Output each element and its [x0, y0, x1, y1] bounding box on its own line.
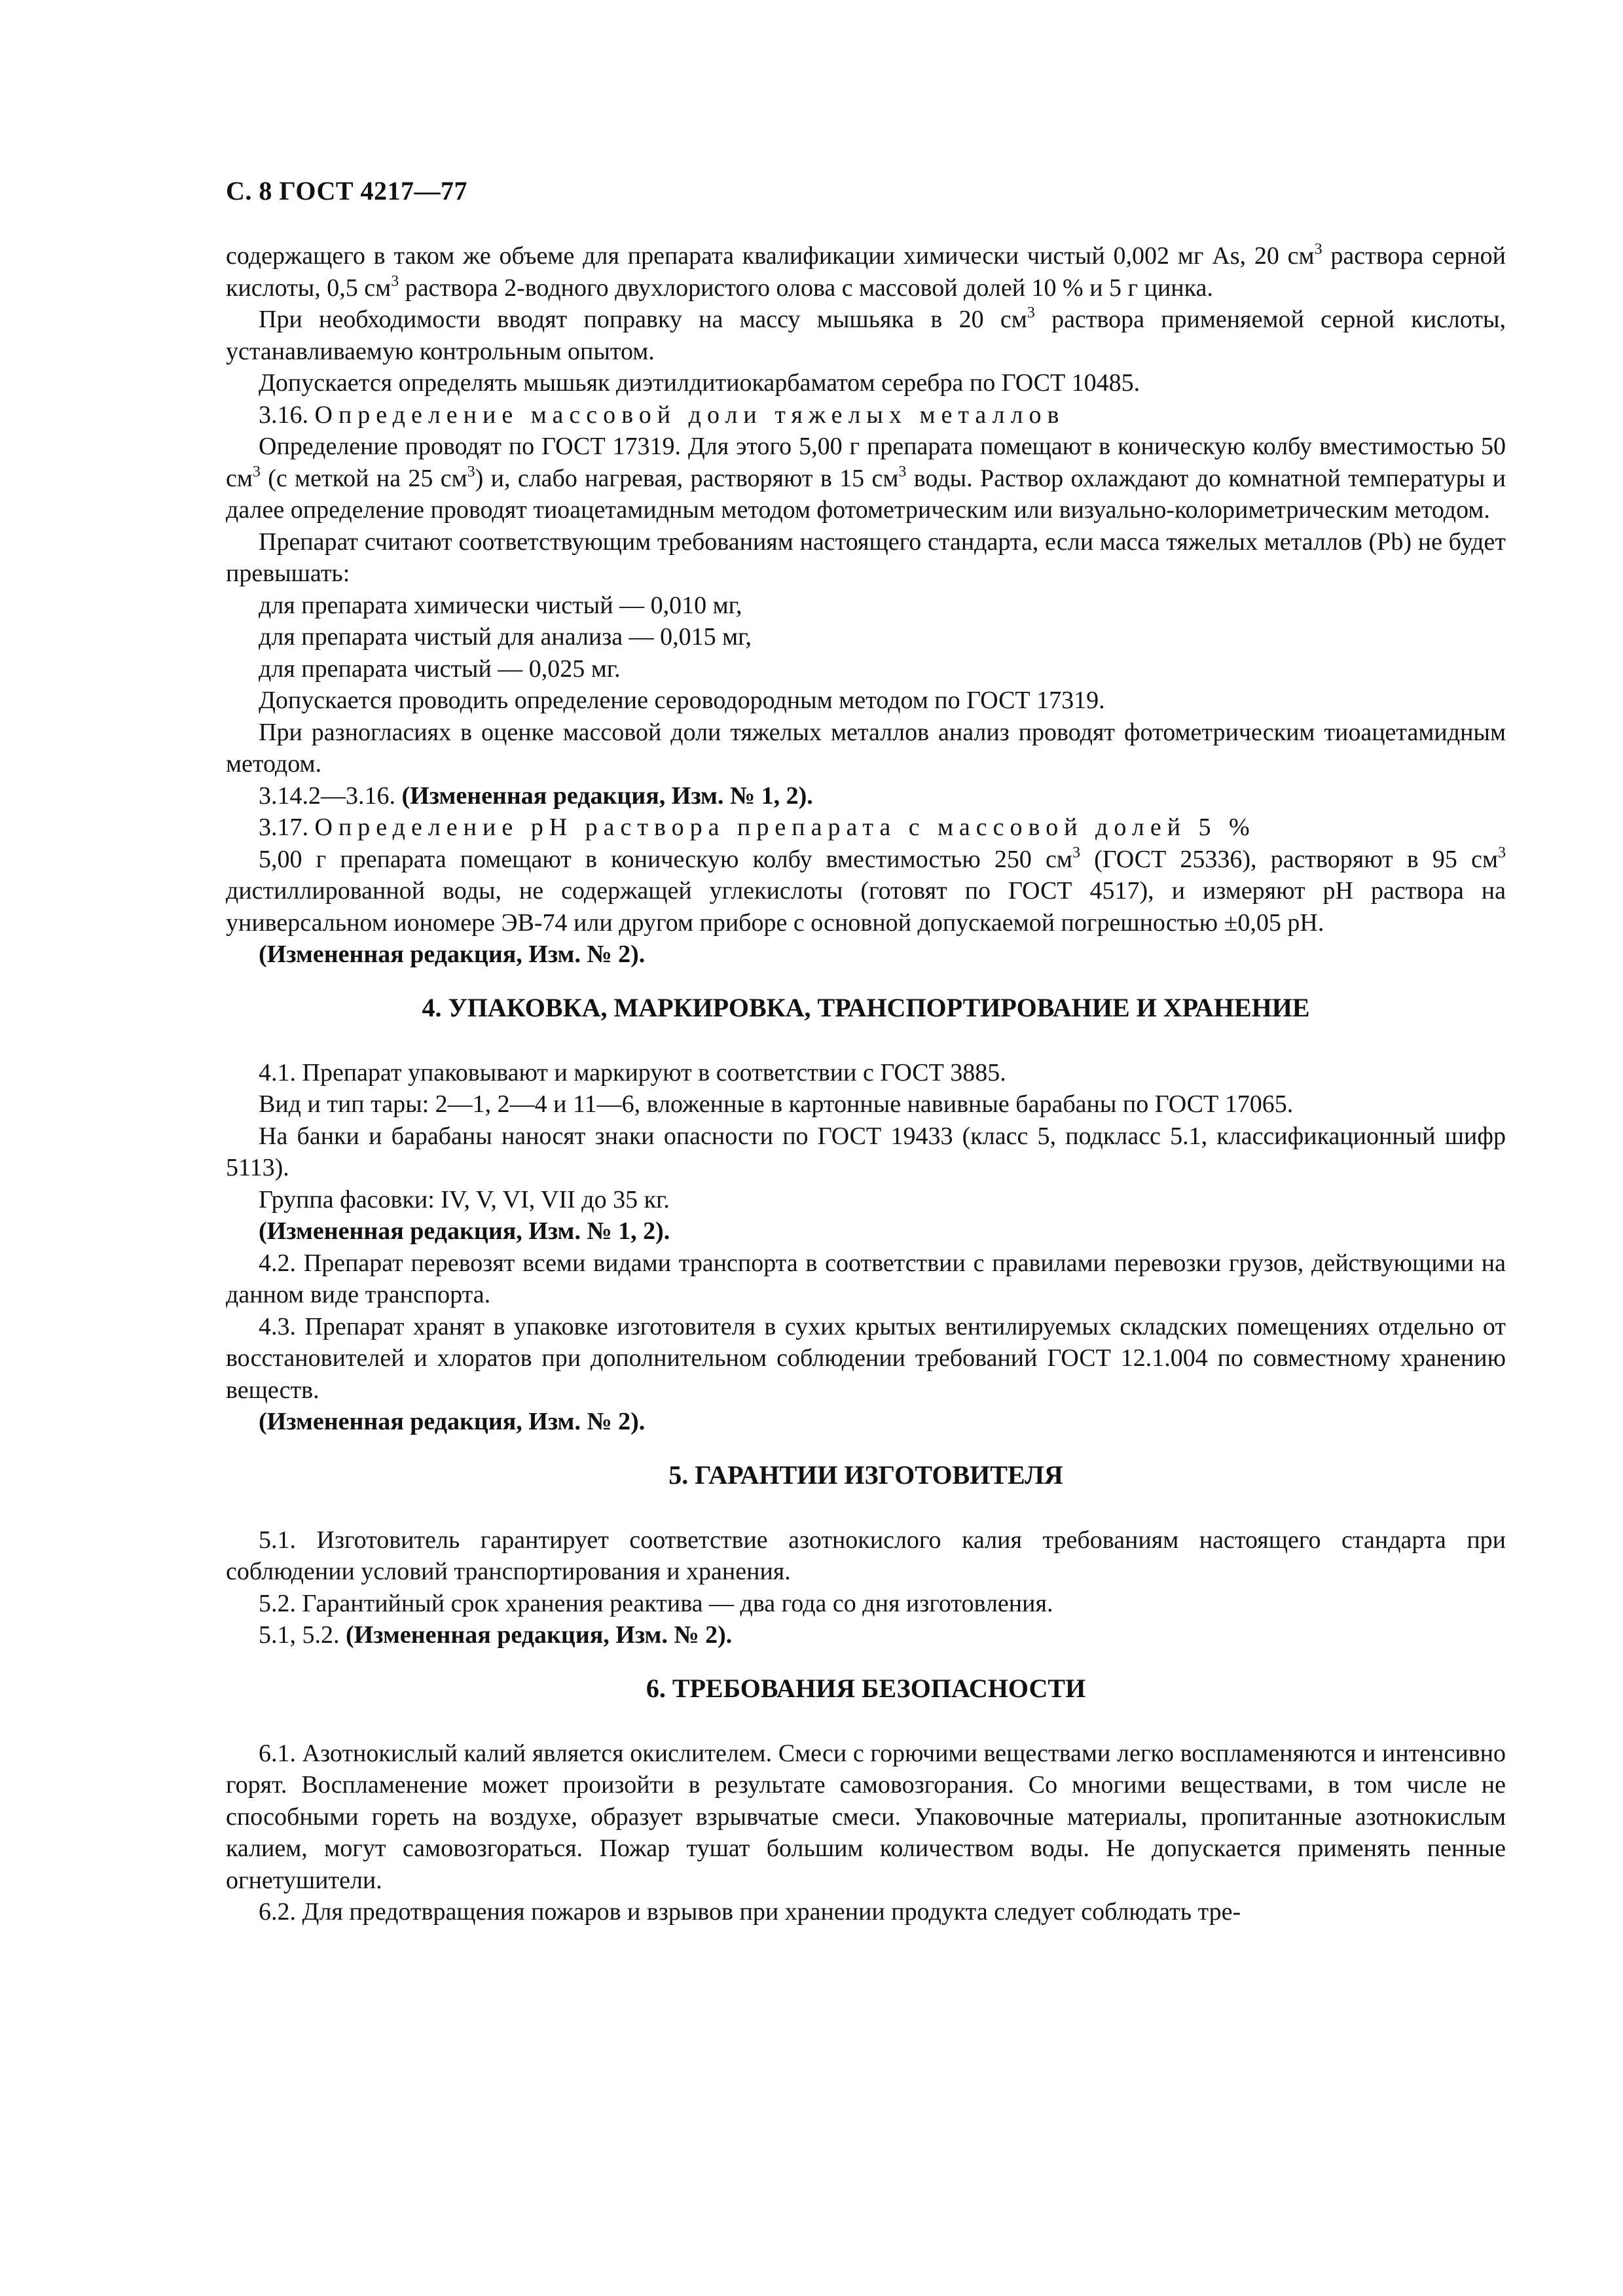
paragraph-arsenic-correction [226, 304, 1506, 367]
text: 5,00 г препарата помещают в коническую колбу вместимостью 250 см [259, 845, 1072, 873]
paragraph-4-1: 4.1. Препарат упаковывают и маркируют в соответствии с ГОСТ 3885. [259, 1058, 1006, 1086]
text: 5.1, 5.2. [259, 1621, 346, 1649]
section-4-heading: 4. УПАКОВКА, МАРКИРОВКА, ТРАНСПОРТИРОВАНИЕ И ХРАНЕНИЕ [422, 992, 1310, 1022]
section-6-heading: 6. ТРЕБОВАНИЯ БЕЗОПАСНОСТИ [646, 1673, 1086, 1703]
text: воды. Раствор охлаждают до комнатной температуры и далее определение проводят тиоацетамидным методом фотометрическим или визуально-колориметрическим методом. [226, 464, 1506, 524]
text: 3.14.2—3.16. [259, 781, 402, 810]
amendment-note-3-14-2 [226, 780, 1506, 812]
text: раствора применяемой серной кислоты, устанавливаемую контрольным опытом. [226, 306, 1506, 365]
running-header: С. 8 ГОСТ 4217—77 [226, 176, 468, 206]
text: содержащего в таком же объеме для препарата квалификации химически чистый 0,002 мг As, 20 см [226, 242, 1315, 270]
paragraph-disagreement-method: При разногласиях в оценке массовой доли тяжелых металлов анализ проводят фотометрическим тиоацетамидным методом. [226, 718, 1506, 778]
paragraph-arsenic-alt-method: Допускается определять мышьяк диэтилдитиокарбаматом серебра по ГОСТ 10485. [259, 369, 1140, 397]
superscript: 3 [1072, 844, 1080, 861]
amendment-note-5 [226, 1619, 1506, 1651]
paragraph-4-2: 4.2. Препарат перевозят всеми видами транспорта в соответствии с правилами перевозки грузов, действующими на данном виде транспорта. [226, 1249, 1506, 1308]
text: дистиллированной воды, не содержащей углекислоты (готовят по ГОСТ 4517), и измеряют pH раствора на универсальном иономере ЭВ-74 или другом приборе с основной допускаемой погрешностью ±0,05 pH. [226, 877, 1506, 937]
superscript: 3 [1027, 304, 1035, 321]
section-3-16-heading [226, 399, 1506, 431]
superscript: 3 [252, 463, 261, 480]
paragraph-4-3: 4.3. Препарат хранят в упаковке изготовителя в сухих крытых вентилируемых складских помещениях отдельно от восстановителей и хлоратов при дополнительном соблюдении требований ГОСТ 12.1.004 по совместному хранению веществ. [226, 1312, 1506, 1404]
text: раствора 2-водного двухлористого олова с массовой долей 10 % и 5 г цинка. [399, 274, 1213, 302]
paragraph-4-1-packing-group: Группа фасовки: IV, V, VI, VII до 35 кг. [259, 1185, 670, 1213]
text: При необходимости вводят поправку на массу мышьяка в 20 см [259, 306, 1027, 333]
paragraph-arsenic-reagents [226, 240, 1506, 304]
paragraph-4-1-containers: Вид и тип тары: 2—1, 2—4 и 11—6, вложенные в картонные навивные барабаны по ГОСТ 17065. [259, 1090, 1294, 1118]
paragraph-4-1-hazard-signs: На банки и барабаны наносят знаки опасности по ГОСТ 19433 (класс 5, подкласс 5.1, классификационный шифр 5113). [226, 1122, 1506, 1181]
paragraph-5-1: 5.1. Изготовитель гарантирует соответствие азотнокислого калия требованиям настоящего стандарта при соблюдении условий транспортирования и хранения. [226, 1526, 1506, 1585]
amendment-bold: (Измененная редакция, Изм. № 2). [259, 941, 646, 968]
paragraph-heavy-metals-criteria: Препарат считают соответствующим требованиям настоящего стандарта, если масса тяжелых металлов (Pb) не будет превышать: [226, 528, 1506, 587]
section-number: 3.16. [259, 401, 315, 429]
paragraph-6-1: 6.1. Азотнокислый калий является окислителем. Смеси с горючими веществами легко воспламеняются и интенсивно горят. Воспламенение может произойти в результате самовозгорания. Со многими веществами, в том числе не способными гореть на воздухе, образует взрывчатые смеси. Упаковочные материалы, пропитанные азотнокислым калием, могут самовозгораться. Пожар тушат большим количеством воды. Не допускается применять пенные огнетушители. [226, 1739, 1506, 1894]
amendment-bold: (Измененная редакция, Изм. № 2). [259, 1408, 646, 1435]
superscript: 3 [467, 463, 475, 480]
paragraph-5-2: 5.2. Гарантийный срок хранения реактива — два года со дня изготовления. [259, 1589, 1053, 1617]
text: раствора серной кислоты, 0,5 см [226, 242, 1506, 302]
section-3-17-heading [226, 812, 1506, 844]
text: Определение проводят по ГОСТ 17319. Для этого 5,00 г препарата помещают в коническую колбу вместимостью 50 см [226, 433, 1506, 492]
amendment-bold: (Измененная редакция, Изм. № 2). [346, 1621, 733, 1649]
amendment-bold: (Измененная редакция, Изм. № 1, 2). [259, 1217, 670, 1245]
list-item: для препарата чистый — 0,025 мг. [259, 655, 621, 683]
list-item: для препарата чистый для анализа — 0,015 мг, [259, 623, 752, 651]
amendment-note-3-17 [226, 939, 1506, 971]
text: ) и, слабо нагревая, растворяют в 15 см [475, 464, 899, 492]
section-5-heading: 5. ГАРАНТИИ ИЗГОТОВИТЕЛЯ [668, 1460, 1063, 1490]
superscript: 3 [1314, 241, 1322, 258]
superscript: 3 [898, 463, 907, 480]
document-page [226, 175, 1506, 1928]
section-number: 3.17. [259, 814, 315, 841]
text: (с меткой на 25 см [260, 464, 467, 492]
amendment-note-4-3 [226, 1406, 1506, 1438]
list-item: для препарата химически чистый — 0,010 мг, [259, 591, 742, 619]
superscript: 3 [391, 272, 399, 290]
paragraph-6-2: 6.2. Для предотвращения пожаров и взрывов при хранении продукта следует соблюдать тре- [259, 1898, 1241, 1926]
section-title: Определение массовой доли тяжелых металлов [314, 401, 1065, 429]
text: (ГОСТ 25336), растворяют в 95 см [1080, 845, 1498, 873]
paragraph-ph-procedure [226, 844, 1506, 939]
paragraph-hydrogen-sulfide-method: Допускается проводить определение сероводородным методом по ГОСТ 17319. [259, 687, 1105, 714]
paragraph-heavy-metals-procedure [226, 431, 1506, 526]
superscript: 3 [1498, 844, 1506, 861]
amendment-bold: (Измененная редакция, Изм. № 1, 2). [401, 781, 813, 810]
amendment-note-4-1 [226, 1215, 1506, 1247]
section-title: Определение pH раствора препарата с массовой долей 5 % [314, 814, 1256, 841]
